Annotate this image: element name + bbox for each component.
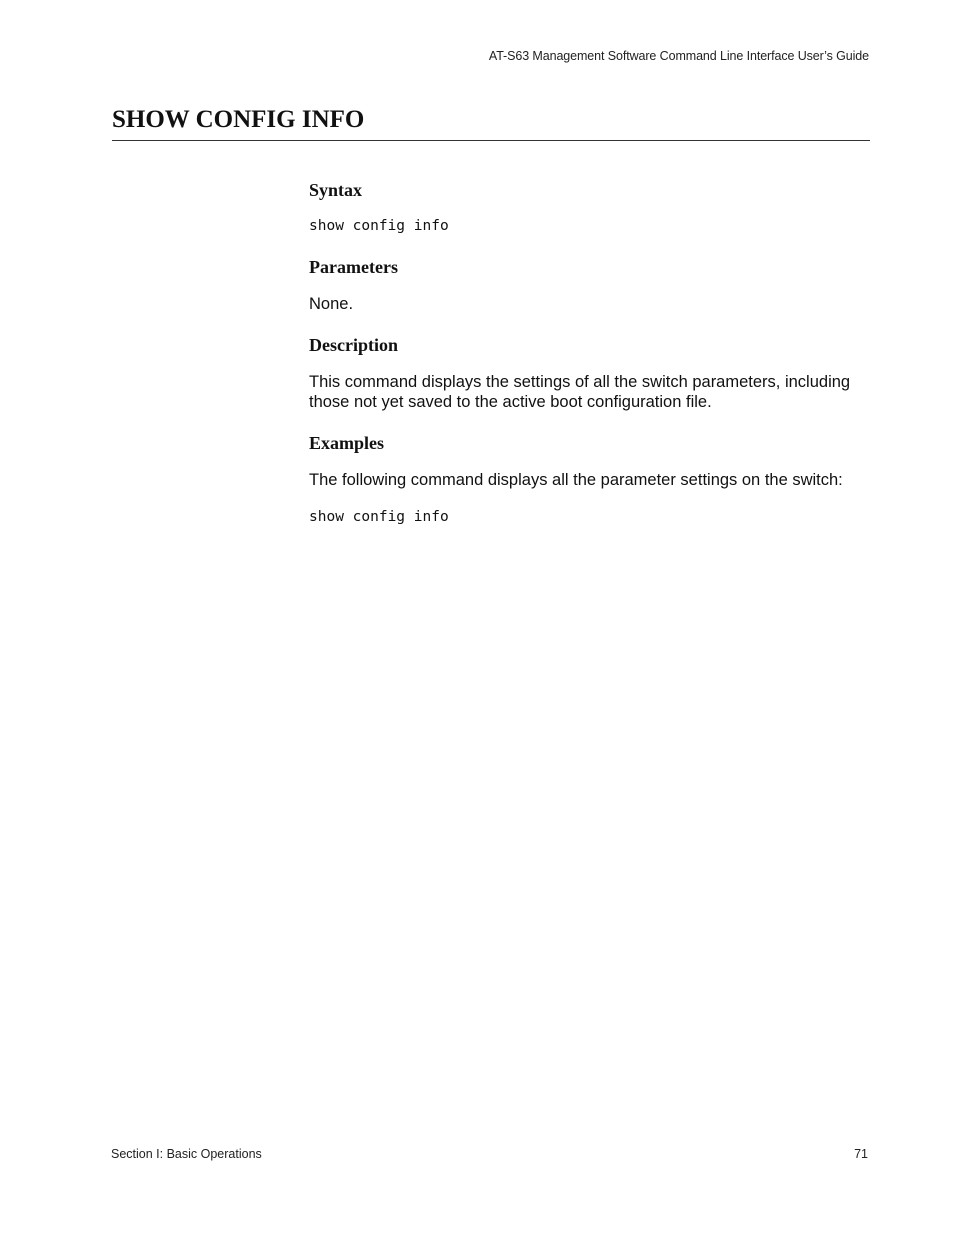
running-header: AT-S63 Management Software Command Line Interface User’s Guide [488, 49, 869, 63]
title-rule [112, 140, 870, 141]
parameters-heading: Parameters [309, 257, 398, 277]
syntax-heading: Syntax [309, 180, 363, 200]
main-content [309, 178, 874, 527]
footer-page-number: 71 [854, 1147, 868, 1161]
syntax-code: show config info [309, 218, 449, 234]
description-text [309, 372, 874, 412]
description-text-line-1: This command displays the settings of all the switch parameters, including [309, 373, 851, 391]
footer-section-label: Section I: Basic Operations [111, 1147, 262, 1161]
examples-text: The following command displays all the parameter settings on the switch: [309, 471, 843, 489]
examples-code: show config info [309, 509, 449, 525]
examples-heading: Examples [309, 433, 385, 453]
page-title: SHOW CONFIG INFO [112, 106, 365, 133]
description-heading: Description [309, 335, 398, 355]
parameters-text: None. [309, 295, 354, 313]
description-text-line-2: those not yet saved to the active boot configuration file. [309, 393, 712, 411]
